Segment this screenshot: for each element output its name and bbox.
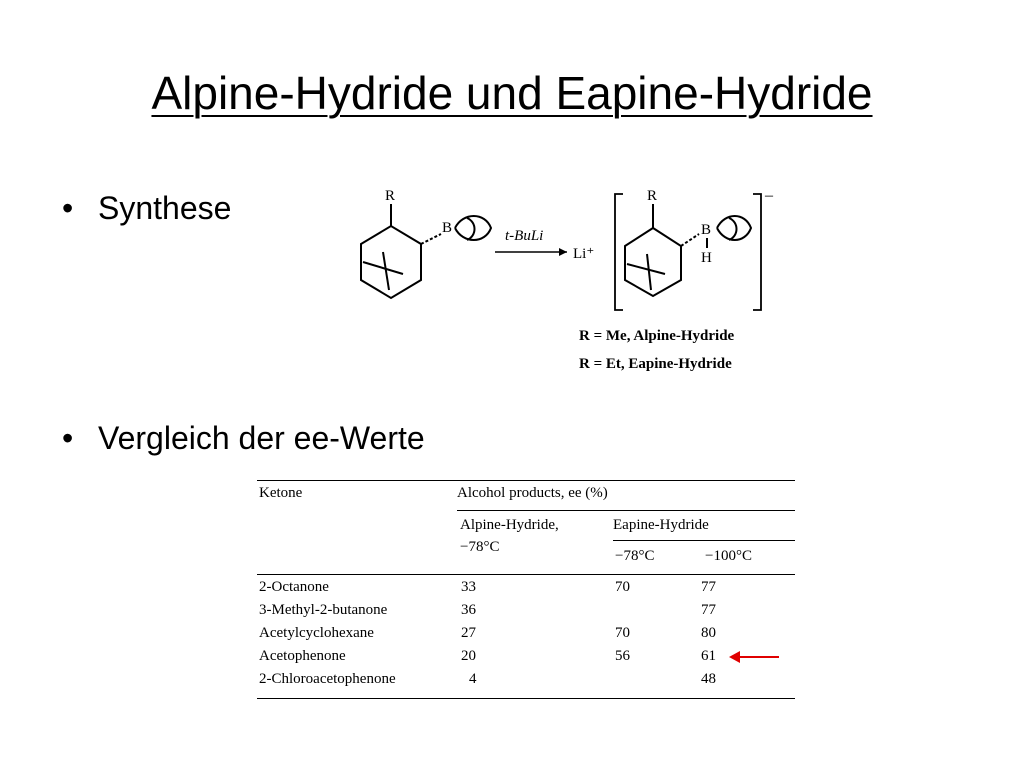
bridge-right: [627, 264, 665, 274]
b-label-left: B: [442, 220, 453, 236]
table-bottom-rule: [257, 698, 795, 699]
pinane-left: [361, 204, 491, 298]
cell-eapine-100: 61: [701, 648, 716, 664]
cell-ketone: Acetylcyclohexane: [259, 625, 374, 641]
cell-ketone: 2-Chloroacetophenone: [259, 671, 396, 687]
r-label-left: R: [385, 188, 396, 204]
cell-alpine: 27: [461, 625, 476, 641]
cell-alpine: 36: [461, 602, 476, 618]
legend-line-1: R = Me, Alpine-Hydride: [579, 328, 735, 344]
b-bond-right: [681, 234, 699, 246]
cell-alpine: 33: [461, 579, 476, 595]
cell-eapine-100: 48: [701, 671, 716, 687]
group-rule: [457, 510, 795, 511]
bbn-right-inner: [729, 218, 737, 240]
bridge-left: [363, 262, 403, 274]
header-ketone: Ketone: [259, 485, 303, 501]
scheme-drawing: [345, 178, 795, 388]
cell-alpine: 4: [469, 671, 477, 687]
highlight-arrow-icon: [729, 648, 781, 666]
bullet-text: Vergleich der ee-Werte: [98, 420, 425, 456]
charge-sign: –: [765, 187, 773, 204]
cell-eapine-100: 80: [701, 625, 716, 641]
r-label-right: R: [647, 188, 658, 204]
eapine-rule: [613, 540, 795, 541]
pinane-right: [625, 204, 751, 296]
header-eapine-78: −78°C: [615, 548, 655, 564]
bullet-vergleich: [62, 420, 425, 457]
header-alpine-2: −78°C: [460, 539, 500, 555]
bridge-right-2: [647, 254, 651, 290]
bbn-left-inner: [467, 218, 475, 240]
header-alcohol-products: Alcohol products, ee (%): [457, 485, 608, 501]
header-bottom-rule: [257, 574, 795, 575]
bullet-text: Synthese: [98, 190, 232, 226]
cell-eapine-78: 70: [615, 625, 630, 641]
cell-eapine-78: 56: [615, 648, 630, 664]
b-bond-left: [421, 234, 441, 244]
cell-alpine: 20: [461, 648, 476, 664]
slide-title: Alpine-Hydride und Eapine-Hydride: [151, 67, 873, 119]
cell-ketone: Acetophenone: [259, 648, 346, 664]
header-alpine-1: Alpine-Hydride,: [460, 517, 559, 533]
cell-ketone: 3-Methyl-2-butanone: [259, 602, 388, 618]
brackets: [615, 194, 761, 310]
counter-ion: Li⁺: [573, 246, 595, 262]
h-label: H: [701, 250, 712, 266]
reaction-scheme: [345, 178, 795, 388]
bracket-right: [753, 194, 761, 310]
b-label-right: B: [701, 222, 712, 238]
header-eapine: Eapine-Hydride: [613, 517, 709, 533]
cell-eapine-78: 70: [615, 579, 630, 595]
hexagon-right: [625, 228, 681, 296]
header-eapine-100: −100°C: [705, 548, 752, 564]
bracket-left: [615, 194, 623, 310]
bullet-synthese: [62, 190, 231, 227]
table-top-rule: [257, 480, 795, 481]
bridge-left-2: [383, 252, 389, 290]
arrow-head: [559, 248, 567, 256]
cell-eapine-100: 77: [701, 579, 716, 595]
hexagon-left: [361, 226, 421, 298]
legend-line-2: R = Et, Eapine-Hydride: [579, 356, 732, 372]
bullet-dot: •: [62, 420, 74, 456]
cell-ketone: 2-Octanone: [259, 579, 329, 595]
reagent-label: t-BuLi: [505, 228, 544, 244]
cell-eapine-100: 77: [701, 602, 716, 618]
bullet-dot: •: [62, 190, 74, 226]
ee-table: [257, 466, 795, 706]
